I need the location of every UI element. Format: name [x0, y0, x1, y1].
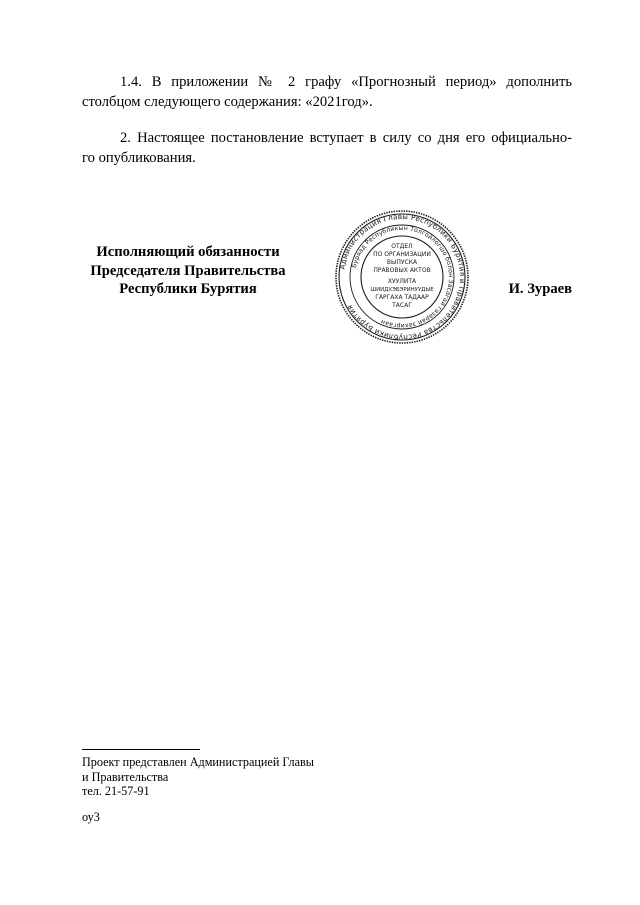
footnote-line-2: и Правительства — [82, 769, 169, 784]
signatory-position-line-3: Республики Бурятия — [119, 281, 257, 297]
signatory-name: И. Зураев — [508, 281, 572, 297]
signatory-position-line-1: Исполняющий обязанности — [96, 244, 280, 260]
footnote-line-1: Проект представлен Администрацией Главы — [82, 755, 314, 769]
footnote-phone: тел. 21-57-91 — [82, 784, 150, 798]
seal-outer-text: Администрация Главы Республики Бурятия и Правительства Республики Бурятия — [337, 211, 468, 343]
seal-inner-text: Буряад Республикын Толгойлогшо болон Засагай газарай захиргаан — [350, 224, 455, 330]
document-code: оу3 — [82, 810, 100, 824]
seal-center-line-7: ГАРГАХА ТАДААР — [375, 294, 429, 301]
seal-center-line-3: ВЫПУСКА — [386, 259, 418, 266]
footnote — [82, 755, 314, 799]
signatory-position — [82, 243, 294, 299]
official-seal — [334, 209, 470, 345]
footnote-divider — [82, 749, 200, 750]
paragraph-1 — [82, 72, 572, 112]
signatory-position-line-2: Председателя Правительства — [90, 262, 286, 279]
seal-center-line-6: ШИИДХЭБЭРИНУУДЫЕ — [370, 287, 434, 293]
paragraph-1-line-2: столбцом следующего содержания: «2021год». — [82, 94, 373, 110]
seal-center-line-8: ТАСАГ — [392, 302, 412, 309]
seal-center-line-5: ХУУЛИТА — [387, 278, 417, 285]
paragraph-1-line-1: 1.4. В приложении № 2 графу «Прогнозный период» дополнить — [120, 74, 572, 90]
paragraph-2 — [82, 128, 572, 168]
seal-center-line-4: ПРАВОВЫХ АКТОВ — [373, 267, 431, 274]
paragraph-2-line-1: 2. Настоящее постановление вступает в силу со дня его официально- — [120, 130, 572, 146]
paragraph-2-line-2: го опубликования. — [82, 150, 196, 166]
seal-center-line-1: ОТДЕЛ — [391, 243, 413, 250]
seal-center-line-2: ПО ОРГАНИЗАЦИИ — [373, 251, 431, 258]
